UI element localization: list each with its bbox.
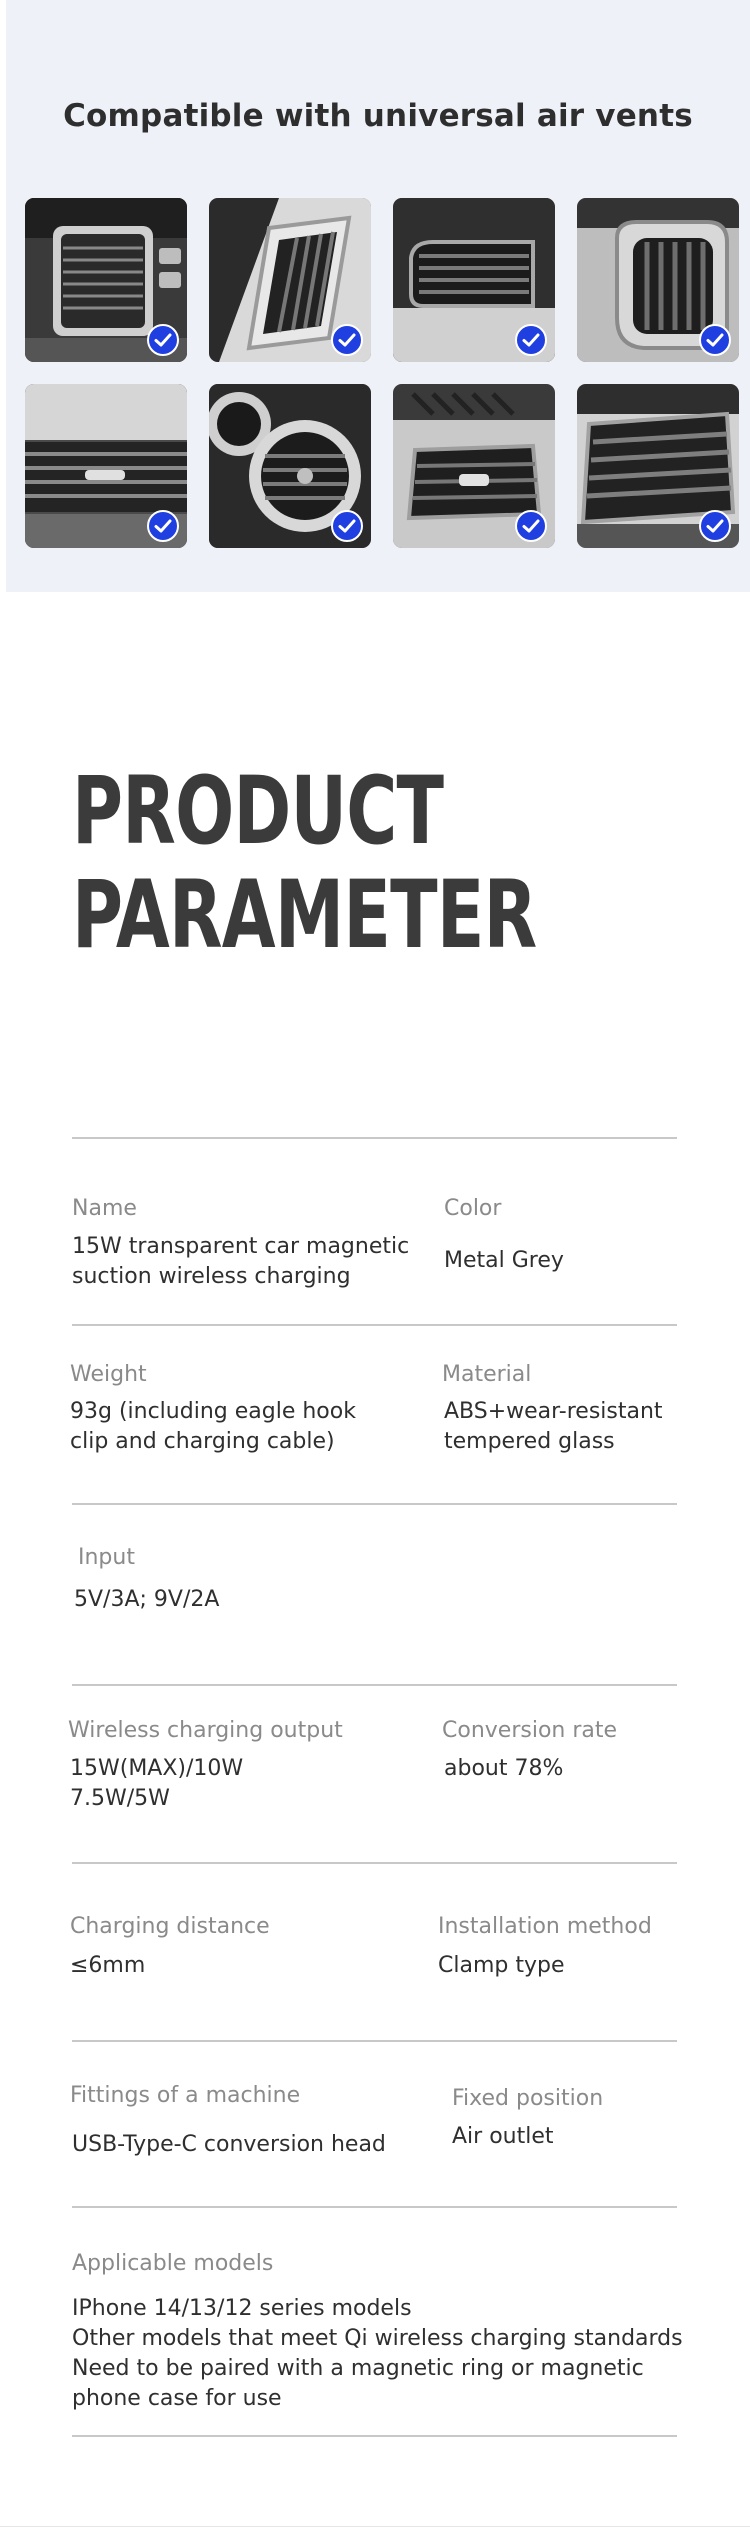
- color-value-line: Metal Grey: [444, 1248, 564, 1273]
- vent-image-6: [209, 384, 371, 548]
- material-value: [444, 1397, 663, 1457]
- output-label: Wireless charging output: [68, 1718, 343, 1743]
- check-icon: [699, 324, 731, 356]
- conversion-value-line: about 78%: [444, 1756, 564, 1781]
- product-parameter-heading: [72, 757, 546, 970]
- divider: [72, 2206, 677, 2208]
- output-value: [70, 1754, 243, 1814]
- compatibility-title: Compatible with universal air vents: [63, 98, 693, 134]
- models-value: [72, 2294, 683, 2414]
- divider: [72, 1324, 677, 1326]
- conversion-value: [444, 1754, 563, 1784]
- material-value-line: tempered glass: [444, 1429, 615, 1454]
- fittings-label: Fittings of a machine: [70, 2083, 301, 2108]
- check-icon: [331, 510, 363, 542]
- output-value-line: 7.5W/5W: [70, 1786, 170, 1811]
- check-icon: [147, 510, 179, 542]
- divider: [72, 2435, 677, 2437]
- vent-image-5: [25, 384, 187, 548]
- name-value: [72, 1232, 409, 1292]
- divider: [72, 2040, 677, 2042]
- weight-value: [70, 1397, 356, 1457]
- position-value: [452, 2122, 554, 2152]
- check-icon: [147, 324, 179, 356]
- name-label: Name: [72, 1196, 137, 1221]
- models-value-line: Other models that meet Qi wireless charging standards: [72, 2326, 683, 2351]
- divider: [72, 1137, 677, 1139]
- fittings-value-line: USB-Type-C conversion head: [72, 2132, 386, 2157]
- models-value-line: IPhone 14/13/12 series models: [72, 2296, 412, 2321]
- check-icon: [699, 510, 731, 542]
- check-icon: [515, 324, 547, 356]
- weight-value-line: clip and charging cable): [70, 1429, 335, 1454]
- color-value: [444, 1246, 564, 1276]
- color-label: Color: [444, 1196, 502, 1221]
- install-value-line: Clamp type: [438, 1953, 565, 1978]
- distance-label: Charging distance: [70, 1914, 270, 1939]
- vent-image-2: [209, 198, 371, 362]
- name-value-line: suction wireless charging: [72, 1264, 351, 1289]
- compatibility-panel: [6, 0, 750, 592]
- position-label: Fixed position: [452, 2086, 604, 2111]
- vent-image-4: [577, 198, 739, 362]
- position-value-line: Air outlet: [452, 2124, 554, 2149]
- vent-image-8: [577, 384, 739, 548]
- input-value: [74, 1585, 219, 1615]
- vent-image-1: [25, 198, 187, 362]
- check-icon: [331, 324, 363, 356]
- page-bottom-rule: [0, 2526, 750, 2527]
- output-value-line: 15W(MAX)/10W: [70, 1756, 244, 1781]
- weight-value-line: 93g (including eagle hook: [70, 1399, 356, 1424]
- material-value-line: ABS+wear-resistant: [444, 1399, 663, 1424]
- install-label: Installation method: [438, 1914, 652, 1939]
- conversion-label: Conversion rate: [442, 1718, 618, 1743]
- models-value-line: Need to be paired with a magnetic ring or magnetic: [72, 2356, 644, 2381]
- divider: [72, 1503, 677, 1505]
- input-value-line: 5V/3A; 9V/2A: [74, 1587, 220, 1612]
- input-label: Input: [78, 1545, 135, 1570]
- models-value-line: phone case for use: [72, 2386, 282, 2411]
- weight-label: Weight: [70, 1362, 147, 1387]
- name-value-line: 15W transparent car magnetic: [72, 1234, 410, 1259]
- heading-line-1: PRODUCT: [72, 757, 444, 866]
- models-label: Applicable models: [72, 2251, 274, 2276]
- fittings-value: [72, 2130, 386, 2160]
- material-label: Material: [442, 1362, 532, 1387]
- check-icon: [515, 510, 547, 542]
- vent-image-grid: [25, 198, 741, 548]
- distance-value: [70, 1951, 145, 1981]
- install-value: [438, 1951, 565, 1981]
- divider: [72, 1684, 677, 1686]
- heading-line-2: PARAMETER: [72, 861, 537, 970]
- vent-image-7: [393, 384, 555, 548]
- vent-image-3: [393, 198, 555, 362]
- distance-value-line: ≤6mm: [70, 1953, 146, 1978]
- divider: [72, 1862, 677, 1864]
